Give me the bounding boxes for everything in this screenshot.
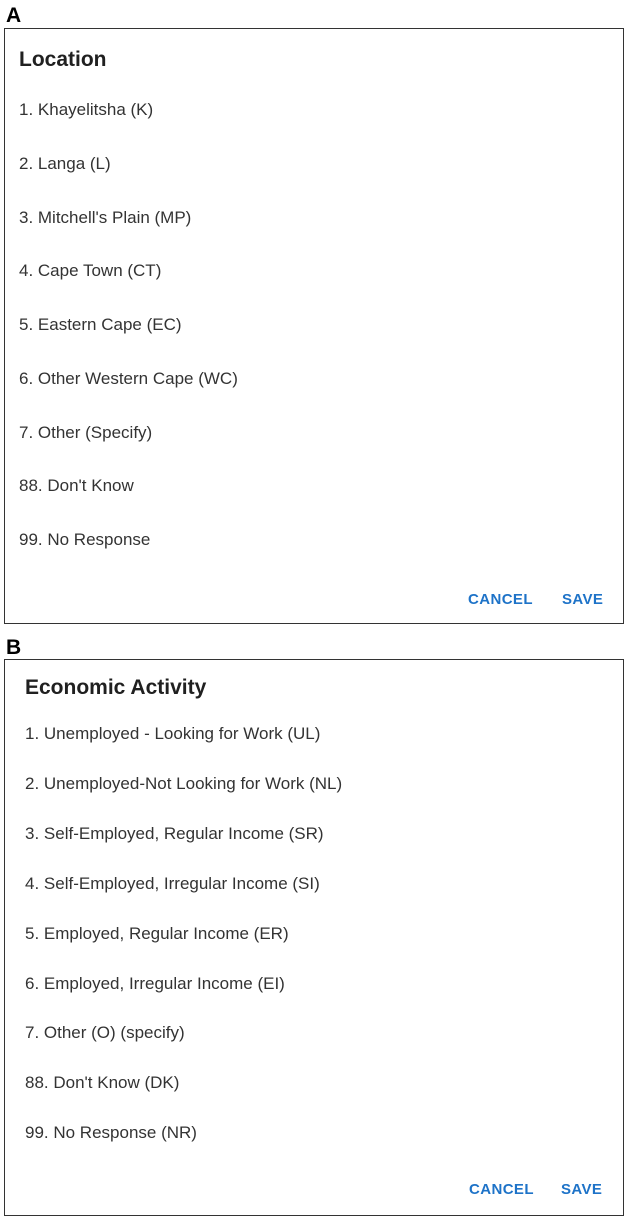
cancel-button[interactable]: CANCEL bbox=[468, 591, 533, 608]
option-other-o-specify[interactable]: 7. Other (O) (specify) bbox=[25, 1023, 185, 1042]
option-no-response-nr[interactable]: 99. No Response (NR) bbox=[25, 1123, 197, 1142]
option-other-specify[interactable]: 7. Other (Specify) bbox=[19, 423, 153, 442]
option-eastern-cape[interactable]: 5. Eastern Cape (EC) bbox=[19, 315, 182, 334]
option-cape-town[interactable]: 4. Cape Town (CT) bbox=[19, 261, 162, 280]
save-button[interactable]: SAVE bbox=[561, 1181, 603, 1198]
option-employed-regular[interactable]: 5. Employed, Regular Income (ER) bbox=[25, 924, 289, 943]
option-khayelitsha[interactable]: 1. Khayelitsha (K) bbox=[19, 100, 154, 119]
option-unemployed-looking[interactable]: 1. Unemployed - Looking for Work (UL) bbox=[25, 724, 321, 743]
dialog-title-economic-activity: Economic Activity bbox=[25, 676, 207, 699]
location-dialog bbox=[4, 28, 624, 624]
panel-a-letter: A bbox=[6, 4, 22, 27]
option-unemployed-not-looking[interactable]: 2. Unemployed-Not Looking for Work (NL) bbox=[25, 774, 343, 793]
option-langa[interactable]: 2. Langa (L) bbox=[19, 154, 111, 173]
option-dont-know-dk[interactable]: 88. Don't Know (DK) bbox=[25, 1073, 180, 1092]
economic-activity-dialog bbox=[4, 659, 624, 1216]
option-self-employed-regular[interactable]: 3. Self-Employed, Regular Income (SR) bbox=[25, 824, 324, 843]
option-self-employed-irregular[interactable]: 4. Self-Employed, Irregular Income (SI) bbox=[25, 874, 320, 893]
option-employed-irregular[interactable]: 6. Employed, Irregular Income (EI) bbox=[25, 974, 285, 993]
option-other-western-cape[interactable]: 6. Other Western Cape (WC) bbox=[19, 369, 238, 388]
cancel-button[interactable]: CANCEL bbox=[469, 1181, 534, 1198]
dialog-title-location: Location bbox=[19, 48, 107, 71]
option-mitchells-plain[interactable]: 3. Mitchell's Plain (MP) bbox=[19, 208, 192, 227]
save-button[interactable]: SAVE bbox=[562, 591, 604, 608]
option-no-response[interactable]: 99. No Response bbox=[19, 530, 151, 549]
option-dont-know[interactable]: 88. Don't Know bbox=[19, 476, 134, 495]
panel-b-letter: B bbox=[6, 636, 22, 659]
